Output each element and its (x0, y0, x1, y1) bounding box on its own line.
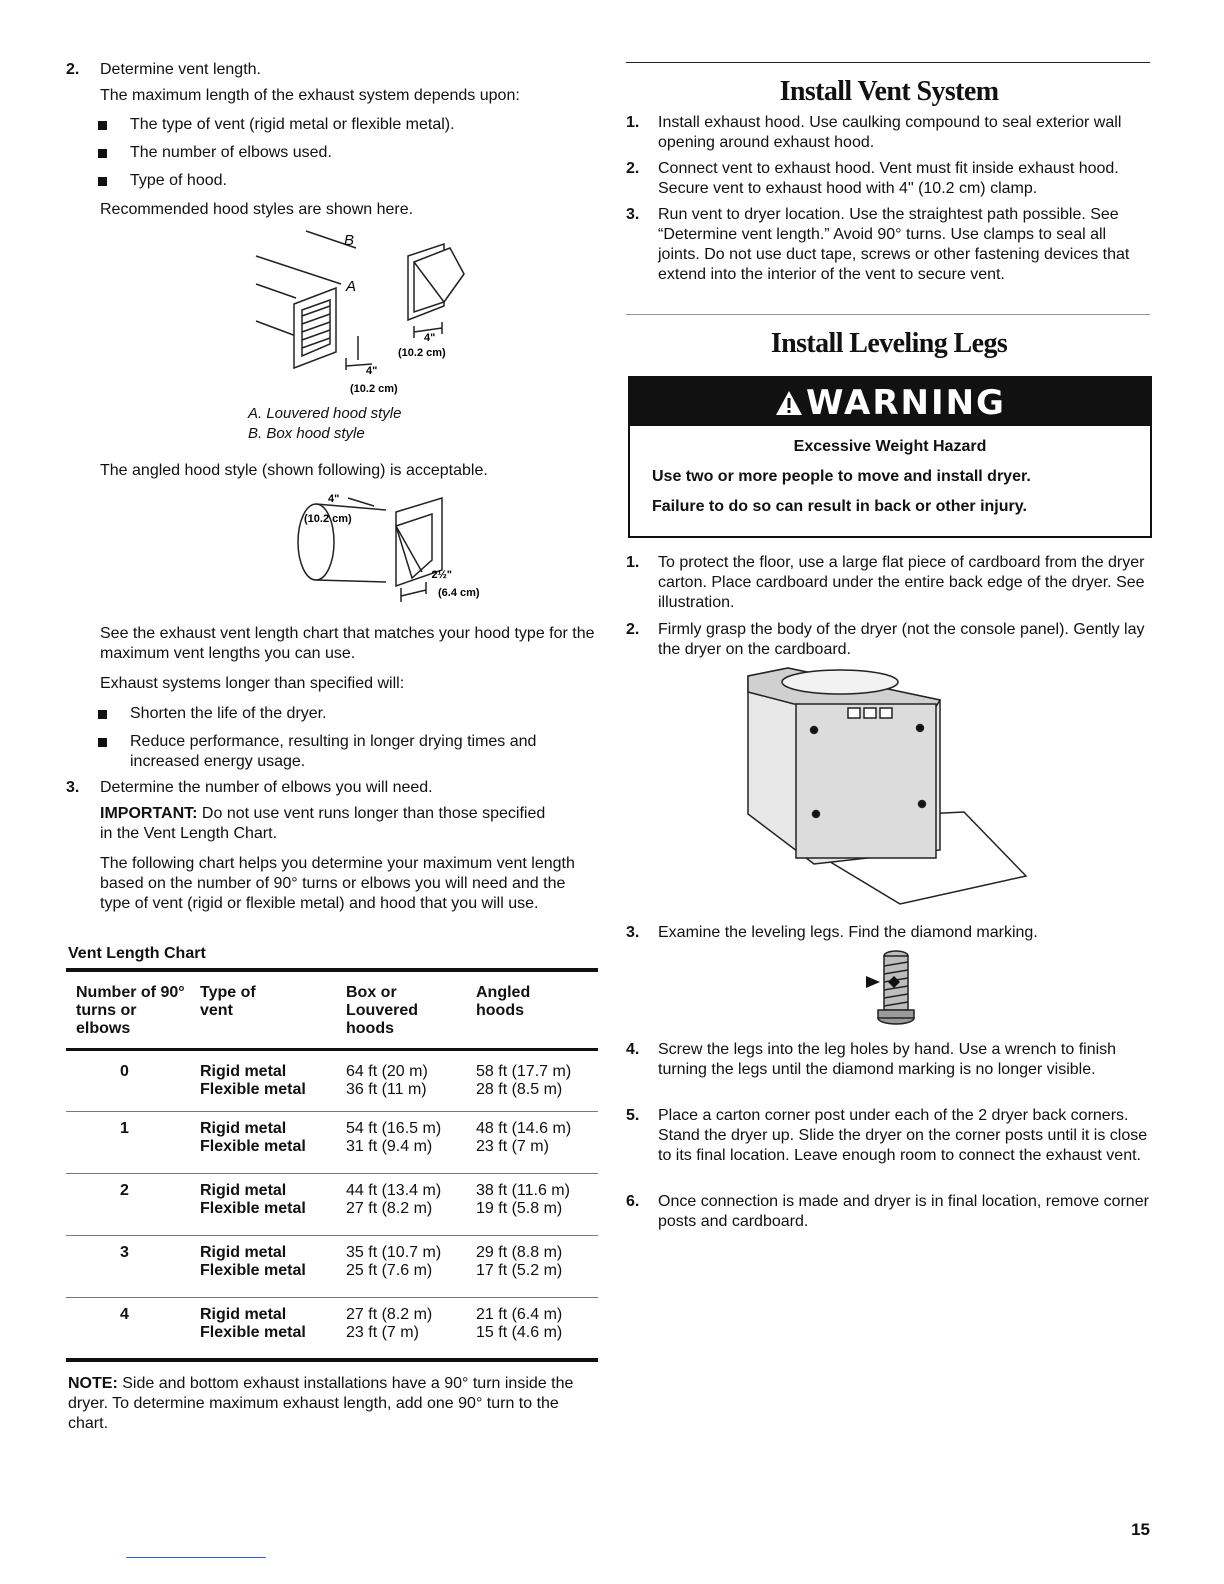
table-row (66, 1051, 598, 1111)
table-cell-type: Rigid metal Flexible metal (200, 1182, 306, 1217)
footer-rule (126, 1557, 266, 1558)
table-row (66, 1174, 598, 1235)
table-header-cell: Angled hoods (476, 984, 531, 1019)
table-cell-type: Rigid metal Flexible metal (200, 1120, 306, 1155)
heading-install-vent-system: Install Vent System (779, 76, 999, 107)
table-cell-type: Rigid metal Flexible metal (200, 1244, 306, 1279)
section-rule (626, 62, 1150, 63)
table-cell-angled: 21 ft (6.4 m) 15 ft (4.6 m) (476, 1306, 563, 1341)
dim-label: (10.2 cm) (304, 513, 352, 525)
warning-hazard: Excessive Weight Hazard (793, 438, 987, 455)
paragraph-chart-help: The following chart helps you determine your maximum vent length based on the number of 90° turns or elbows you will need and the type of vent (rigid or flexible metal) and hood that you will use. (100, 855, 575, 912)
dim-label: (6.4 cm) (438, 587, 480, 599)
table-cell-box: 44 ft (13.4 m) 27 ft (8.2 m) (346, 1182, 442, 1217)
arrow-icon (866, 976, 880, 988)
caption-a: A. Louvered hood style (248, 405, 402, 422)
table-header-cell: Number of 90° turns or elbows (76, 984, 185, 1037)
important-label: IMPORTANT: (100, 805, 198, 822)
page-number: 15 (1131, 1520, 1150, 1539)
step-number: 3. (66, 779, 80, 796)
table-cell-turns: 1 (120, 1120, 129, 1137)
bullet-icon (98, 149, 107, 158)
vent-length-table (66, 968, 598, 1362)
label-b: B (344, 232, 355, 249)
table-row (66, 1112, 598, 1173)
table-cell-angled: 29 ft (8.8 m) 17 ft (5.2 m) (476, 1244, 563, 1279)
paragraph-angled: The angled hood style (shown following) is acceptable. (100, 462, 488, 479)
step-number: 2. (66, 61, 80, 78)
bullet-icon (98, 710, 107, 719)
table-cell-type: Rigid metal Flexible metal (200, 1063, 306, 1098)
table-cell-box: 64 ft (20 m) 36 ft (11 m) (346, 1063, 428, 1098)
bullet-icon (98, 177, 107, 186)
dim-label: 4" (424, 332, 436, 344)
table-header (66, 972, 598, 1048)
hood-styles-figure (246, 226, 486, 396)
important-paragraph: IMPORTANT: Do not use vent runs longer than those specified in the Vent Length Chart. (100, 805, 546, 842)
chart-title: Vent Length Chart (68, 945, 206, 962)
warning-banner (630, 378, 1150, 426)
table-cell-box: 35 ft (10.7 m) 25 ft (7.6 m) (346, 1244, 442, 1279)
dim-label: 2½" (431, 569, 452, 581)
warning-line: Use two or more people to move and install dryer. (652, 468, 1031, 485)
note-paragraph: NOTE: Side and bottom exhaust installations have a 90° turn inside the dryer. To determine maximum exhaust length, add one 90° turn to the chart. (68, 1375, 574, 1432)
table-row (66, 1236, 598, 1297)
warning-title: WARNING (806, 383, 1006, 423)
label-a: A (346, 278, 357, 295)
warning-triangle-icon (774, 389, 804, 417)
table-cell-angled: 48 ft (14.6 m) 23 ft (7 m) (476, 1120, 572, 1155)
dim-label: 4" (328, 493, 340, 505)
warning-box (628, 376, 1152, 538)
paragraph-depends: The maximum length of the exhaust system depends upon: (100, 87, 520, 104)
heading-install-leveling-legs: Install Leveling Legs (770, 328, 1008, 359)
dim-label: 4" (366, 365, 378, 377)
table-cell-turns: 4 (120, 1306, 129, 1323)
note-label: NOTE: (68, 1375, 118, 1392)
dryer-on-cardboard-figure (744, 664, 1034, 914)
caption-b: B. Box hood style (248, 425, 365, 442)
duct-line (256, 256, 341, 284)
table-cell-angled: 38 ft (11.6 m) 19 ft (5.8 m) (476, 1182, 570, 1217)
table-cell-turns: 0 (120, 1063, 129, 1080)
table-row (66, 1298, 598, 1358)
step-text: Determine vent length. (100, 61, 261, 78)
warning-line: Failure to do so can result in back or other injury. (652, 498, 1027, 515)
leveling-leg-figure (864, 948, 924, 1032)
table-cell-type: Rigid metal Flexible metal (200, 1306, 306, 1341)
table-header-cell: Box or Louvered hoods (346, 984, 419, 1037)
angled-hood-figure (236, 490, 480, 608)
bullet-icon (98, 738, 107, 747)
section-rule (626, 314, 1150, 315)
paragraph-see-chart: See the exhaust vent length chart that matches your hood type for the maximum vent lengths you can use. (100, 625, 595, 662)
duct-line (256, 284, 296, 298)
paragraph-longer: Exhaust systems longer than specified will: (100, 675, 405, 692)
table-cell-box: 54 ft (16.5 m) 31 ft (9.4 m) (346, 1120, 442, 1155)
dim-label: (10.2 cm) (350, 383, 398, 395)
table-cell-turns: 3 (120, 1244, 129, 1261)
table-cell-turns: 2 (120, 1182, 129, 1199)
table-cell-angled: 58 ft (17.7 m) 28 ft (8.5 m) (476, 1063, 572, 1098)
bullet-icon (98, 121, 107, 130)
duct-line (256, 321, 296, 336)
paragraph-hood-styles: Recommended hood styles are shown here. (100, 201, 414, 218)
table-header-cell: Type of vent (200, 984, 256, 1019)
dim-label: (10.2 cm) (398, 347, 446, 359)
step-text: Determine the number of elbows you will need. (100, 779, 433, 796)
table-cell-box: 27 ft (8.2 m) 23 ft (7 m) (346, 1306, 433, 1341)
